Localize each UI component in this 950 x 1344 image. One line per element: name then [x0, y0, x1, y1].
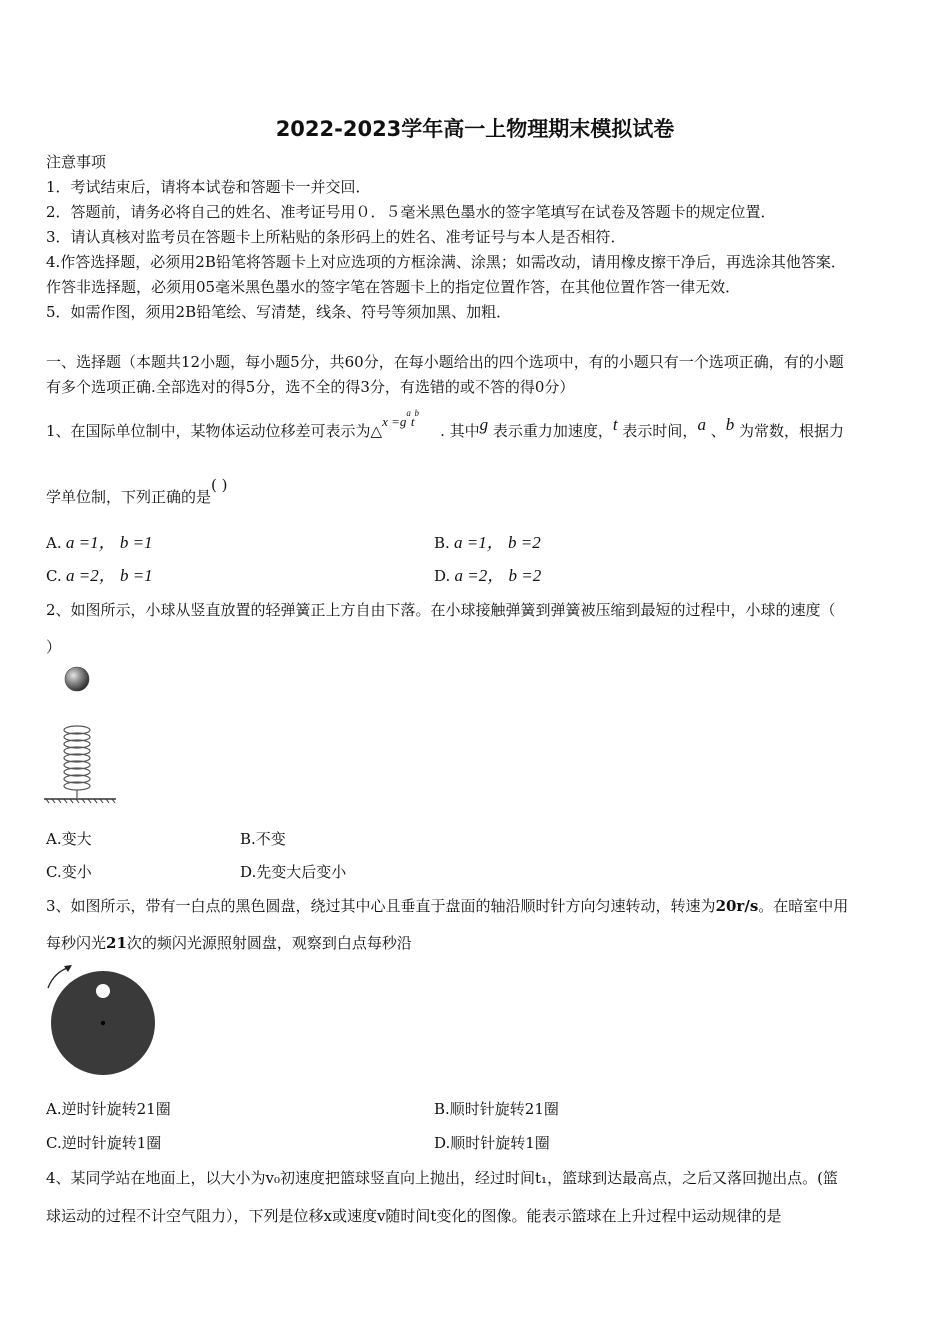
- q2-option-b: B.不变: [240, 830, 286, 848]
- q1-sym-a: a: [697, 415, 706, 434]
- q2-option-a: A.变大: [46, 830, 92, 848]
- q1-text-a: 1、在国际单位制中，某物体运动位移差可表示为△: [46, 422, 383, 440]
- q3-stem-line2: 每秒闪光21次的频闪光源照射圆盘，观察到白点每秒沿: [46, 934, 412, 952]
- notice-item-1: 1．考试结束后，请将本试卷和答题卡一并交回．: [46, 178, 371, 196]
- q3-option-c: C.逆时针旋转1圈: [46, 1134, 162, 1152]
- spring-icon: [64, 726, 90, 798]
- q1-option-c: C. a =2， b =1: [46, 566, 153, 585]
- q2-stem-line2: ）: [46, 638, 62, 656]
- q4-stem-line1: 4、某同学站在地面上，以大小为v₀初速度把篮球竖直向上抛出，经过时间t₁，篮球到达最高点，之后又落回抛出点。(篮: [46, 1169, 838, 1187]
- notice-item-3: 3．请认真核对监考员在答题卡上所粘贴的条形码上的姓名、准考证号与本人是否相符．: [46, 228, 626, 246]
- q1-formula: $x =g^at^b$: [382, 408, 420, 429]
- q2-option-d: D.先变大后变小: [240, 863, 347, 881]
- q1-stem-line2: 学单位制，下列正确的是( ): [46, 476, 228, 506]
- clockwise-arrow-icon: [48, 967, 70, 988]
- q1-sym-b: b: [725, 415, 735, 434]
- section-heading-line2: 有多个选项正确.全部选对的得5分，选不全的得3分，有选错的或不答的得0分）: [46, 378, 575, 396]
- q1-answer-paren: ( ): [211, 476, 228, 494]
- q4-stem-line2: 球运动的过程不计空气阻力），下列是位移x或速度v随时间t变化的图像。能表示篮球在上升过程中运动规律的是: [46, 1207, 782, 1225]
- q1-option-b: B. a =1， b =2: [434, 533, 541, 552]
- q1-sym-g: g: [479, 415, 489, 434]
- notice-item-4: 4.作答选择题，必须用2B铅笔将答题卡上对应选项的方框涂满、涂黑；如需改动，请用橡皮擦干净后，再选涂其他答案．: [46, 253, 846, 271]
- notice-item-5: 5．如需作图，须用2B铅笔绘、写清楚，线条、符号等须加黑、加粗．: [46, 303, 512, 321]
- q1-text-d: 表示时间，: [617, 422, 698, 440]
- page-title: 2022-2023学年高一上物理期末模拟试卷: [275, 117, 675, 141]
- q1-option-a: A. a =1， b =1: [46, 533, 153, 552]
- notice-item-2: 2．答题前，请务必将自己的姓名、准考证号用０．５毫米黑色墨水的签字笔填写在试卷及答题卡的规定位置．: [46, 203, 776, 221]
- q3-stem-line1: 3、如图所示，带有一白点的黑色圆盘，绕过其中心且垂直于盘面的轴沿顺时针方向匀速转动，转速为20r/s。在暗室中用: [46, 897, 849, 915]
- ball-icon: [65, 667, 89, 691]
- q3-option-b: B.顺时针旋转21圈: [434, 1100, 559, 1118]
- q1-text-e: 、: [705, 422, 726, 440]
- q1-sym-t: t: [612, 415, 618, 434]
- q1-option-d: D. a =2， b =2: [434, 566, 542, 585]
- disk-center-icon: [101, 1021, 105, 1025]
- notice-item-4b: 作答非选择题，必须用05毫米黑色墨水的签字笔在答题卡上的指定位置作答，在其他位置作答一律无效．: [46, 278, 741, 296]
- ball-spring-figure: [40, 662, 130, 807]
- section-heading-line1: 一、选择题（本题共12小题，每小题5分，共60分，在每小题给出的四个选项中，有的小题只有一个选项正确，有的小题: [46, 353, 844, 371]
- q1-text-c: 表示重力加速度，: [488, 422, 613, 440]
- q1-text-f: 为常数，根据力: [734, 422, 844, 440]
- white-dot-icon: [96, 984, 110, 998]
- notice-heading: 注意事项: [46, 153, 107, 171]
- q3-option-a: A.逆时针旋转21圈: [46, 1100, 171, 1118]
- q2-stem-line1: 2、如图所示，小球从竖直放置的轻弹簧正上方自由下落。在小球接触弹簧到弹簧被压缩到最短的过程中，小球的速度（: [46, 601, 836, 619]
- ground-icon: [44, 799, 116, 803]
- q1-text-b: . 其中: [440, 422, 480, 440]
- q2-option-c: C.变小: [46, 863, 92, 881]
- rotating-disk-figure: [40, 962, 165, 1082]
- q1-stem-line1: [46, 408, 844, 442]
- q3-option-d: D.顺时针旋转1圈: [434, 1134, 550, 1152]
